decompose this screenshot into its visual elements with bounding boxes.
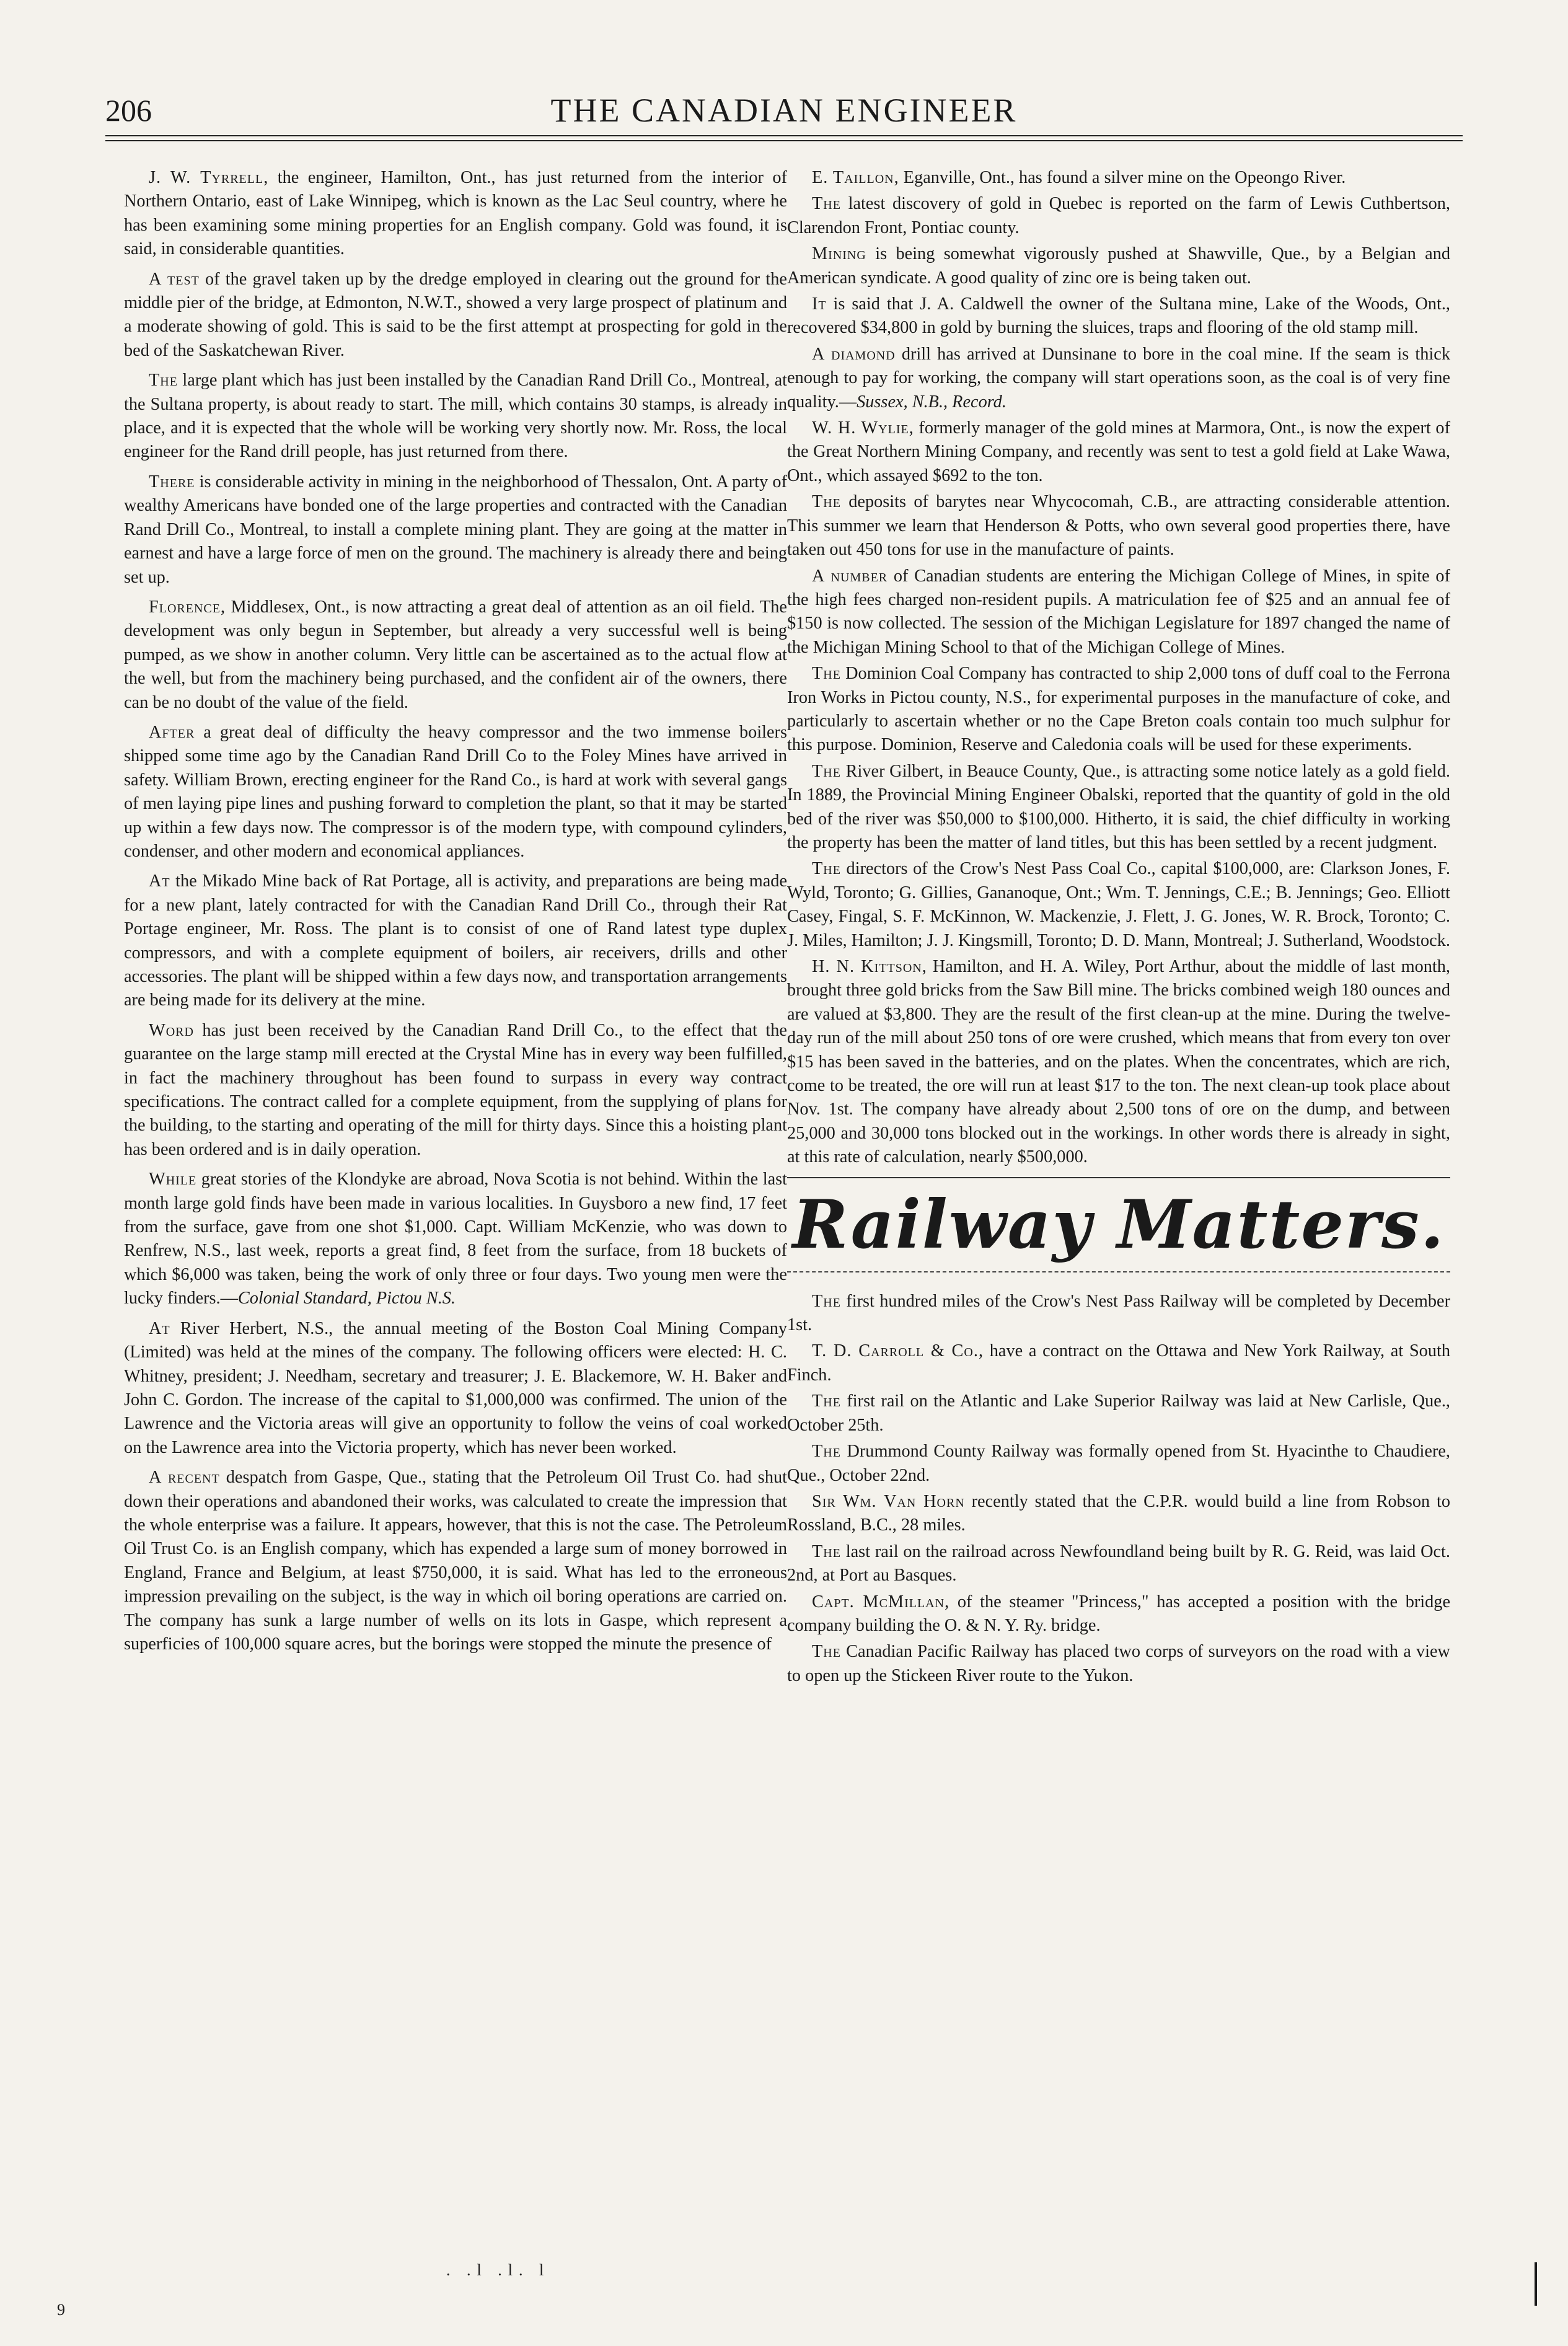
article-gaspe-petroleum: A recent despatch from Gaspe, Que., stating that the Petroleum Oil Trust Co. had shut down their operations and abandoned their works, was calculated to create the impression that the whole enterprise was a failure. It appears, however, that this is not the case. The Petroleum Oil Trust Co. is an English company, which has expended a large sum of money borrowed in England, France and Belgium, at least $750,000, it is said. What has led to the erroneous impression prevailing on the subject, is the way in which oil boring operations are carried on. The company has sunk a large number of wells on its lots in Gaspe, which represent a superficies of 100,000 square acres, but the borings were stopped the minute the presence of [124, 1468, 787, 1654]
article-caldwell: It is said that J. A. Caldwell the owner of the Sultana mine, Lake of the Woods, Ont., recovered $34,800 in gold by burning the sluices, traps and flooring of the old stamp mill. [787, 294, 1450, 338]
article-dominion-coal: The Dominion Coal Company has contracted to ship 2,000 tons of duff coal to the Ferrona Iron Works in Pictou county, N.S., for experimental purposes in the manufacture of coke, and particularly to ascertain whether or no the Cape Breton coals contain too much sulphur for this purpose. Dominion, Reserve and Caledonia coals will be used for these experiments. [787, 664, 1450, 755]
article-mikado-mine: At the Mikado Mine back of Rat Portage, all is activity, and preparations are being made for a new plant, lately contracted for with the Canadian Rand Drill Co., through their Rat Portage engineer, Mr. Ross. The plant is to consist of one of Rand latest type duplex compressors, and with a complete equipment of boilers, air receivers, drills and other accessories. The plant will be shipped within a few days now, and transportation arrangements are being made for its delivery at the mine. [124, 871, 787, 1010]
article-michigan-college: A number of Canadian students are entering the Michigan College of Mines, in spite of the high fees charged non-resident pupils. A matriculation fee of $25 and an annual fee of $150 is now collected. The session of the Michigan Legislature for 1897 changed the name of the Michigan Mining School to that of the Michigan College of Mines. [787, 566, 1450, 657]
corner-mark: 9 [57, 2301, 65, 2319]
header-double-rule [105, 135, 1463, 141]
article-boston-coal: At River Herbert, N.S., the annual meeting of the Boston Coal Mining Company (Limited) was held at the mines of the company. The following officers were elected: H. C. Whitney, president; J. Needham, secretary and treasurer; J. E. Blackemore, W. H. Baker and John C. Gordon. The increase of the capital to $1,000,000 was confirmed. The union of the Lawrence and the Victoria areas will give an opportunity to follow the veins of coal worked on the Lawrence area into the Victoria property, which has never been worked. [124, 1318, 787, 1457]
railway-item: The first rail on the Atlantic and Lake Superior Railway was laid at New Carlisle, Que., October 25th. [787, 1391, 1450, 1435]
article-crows-nest-directors: The directors of the Crow's Nest Pass Coal Co., capital $100,000, are: Clarkson Jones, F. Wyld, Toronto; G. Gillies, Gananoque, Ont.; Wm. T. Jennings, C.E.; B. Jennings; Geo. Elliott Casey, Fingal, S. F. McKinnon, W. Mackenzie, J. Flett, J. G. Jones, W. R. Brock, Toronto; C. J. Miles, Hamilton; J. J. Kingsmill, Toronto; D. D. Mann, Montreal; J. Sutherland, Woodstock. [787, 859, 1450, 950]
article-source: Sussex, N.B., Record. [857, 392, 1006, 412]
page-header [105, 92, 1463, 129]
binding-edge-mark [1535, 2262, 1537, 2306]
article-nova-scotia-gold: While great stories of the Klondyke are abroad, Nova Scotia is not behind. Within the last month large gold finds have been made in various localities. In Guysboro a new find, 17 feet from the surface, gave from one shot $1,000. Capt. William McKenzie, who was down to Renfrew, N.S., last week, reports a great find, 8 feet from the surface, from 18 buckets of which $6,000 was taken, being the work of only three or four days. Two young men were the lucky finders.—Colonial Standard, Pictou N.S. [124, 1170, 787, 1308]
article-thessalon: There is considerable activity in mining in the neighborhood of Thessalon, Ont. A party of wealthy Americans have bonded one of the large properties and contracted with the Canadian Rand Drill Co., Montreal, to install a complete mining plant. They are going at the matter in earnest and have a large force of men on the ground. The machinery is already there and being set up. [124, 472, 787, 587]
article-edmonton-platinum: A test of the gravel taken up by the dredge employed in clearing out the ground for the middle pier of the bridge, at Edmonton, N.W.T., showed a very large prospect of platinum and a moderate showing of gold. This is said to be the first attempt at prospecting for gold in the bed of the Saskatchewan River. [124, 269, 787, 360]
article-dunsinane: A diamond drill has arrived at Dunsinane to bore in the coal mine. If the seam is thick enough to pay for working, the company will start operations soon, as the coal is of very fine quality.—Sussex, N.B., Record. [787, 344, 1451, 412]
page-number: 206 [105, 93, 152, 128]
article-river-gilbert: The River Gilbert, in Beauce County, Que., is attracting some notice lately as a gold field. In 1889, the Provincial Mining Engineer Obalski, reported that the quantity of gold in the old bed of the river was $50,000 to $100,000. Hitherto, it is said, the chief difficulty in working the property has been the matter of land titles, but this has been settled by a recent judgment. [787, 761, 1450, 852]
article-shawville: Mining is being somewhat vigorously pushed at Shawville, Que., by a Belgian and American syndicate. A good quality of zinc ore is being taken out. [787, 244, 1450, 288]
railway-item: The last rail on the railroad across Newfoundland being built by R. G. Reid, was laid Oct. 2nd, at Port au Basques. [787, 1541, 1450, 1585]
right-column [787, 166, 1450, 1690]
railway-item: The Drummond County Railway was formally opened from St. Hyacinthe to Chaudiere, Que., October 22nd. [787, 1442, 1450, 1485]
article-saw-bill-mine: H. N. Kittson, Hamilton, and H. A. Wiley, Port Arthur, about the middle of last month, brought three gold bricks from the Saw Bill mine. The bricks combined weigh 180 ounces and are valued at $3,800. They are the result of the first clean-up at the mine. During the twelve-day run of the mill about 250 tons of ore were crushed, which means that from every ton over $15 has been saved in the batteries, and on the plates. When the concentrates, which are rich, come to be treated, the ore will run at least $17 to the ton. The next clean-up took place about Nov. 1st. The company have already about 2,500 tons of ore on the dump, and between 25,000 and 30,000 tons blocked out in the workings. In other words there is already in sight, at this rate of calculation, nearly $500,000. [787, 957, 1451, 1167]
section-title-railway-matters: Railway Matters. [792, 1185, 1445, 1264]
article-foley-mines: After a great deal of difficulty the heavy compressor and the two immense boilers shipped some time ago by the Canadian Rand Drill Co to the Foley Mines have arrived in safety. William Brown, erecting engineer for the Rand Co., is hard at work with several gangs of men laying pipe lines and pushing forward to completion the plant, so that it may be started up within a few days now. The compressor is of the modern type, with compound cylinders, condenser, and other modern and economical appliances. [124, 722, 787, 861]
railway-item: T. D. Carroll & Co., have a contract on the Ottawa and New York Railway, at South Finch. [787, 1341, 1450, 1385]
article-tyrrell: J. W. Tyrrell, the engineer, Hamilton, Ont., has just returned from the interior of Northern Ontario, east of Lake Winnipeg, which is known as the Lac Seul country, where he has been examining some mining properties for an English company. Gold was found, it is said, in considerable quantities. [124, 168, 787, 259]
section-divider-dashed [787, 1271, 1450, 1272]
running-title: THE CANADIAN ENGINEER [550, 92, 1018, 129]
railway-item: The Canadian Pacific Railway has placed two corps of surveyors on the road with a view to open up the Stickeen River route to the Yukon. [787, 1642, 1450, 1685]
article-source: Colonial Standard, Pictou N.S. [237, 1289, 456, 1308]
footer-marks: . .l .l. l [446, 2261, 550, 2279]
article-wylie: W. H. Wylie, formerly manager of the gold mines at Marmora, Ont., is now the expert of the Great Northern Mining Company, and recently was sent to test a gold field at Lake Wawa, Ont., which assayed $692 to the ton. [787, 418, 1450, 485]
article-sultana-plant: The large plant which has just been installed by the Canadian Rand Drill Co., Montreal, at the Sultana property, is about ready to start. The mill, which contains 30 stamps, is already in place, and it is expected that the whole will be working very shortly now. Mr. Ross, the local engineer for the Rand drill people, has just returned from there. [124, 371, 787, 462]
article-crystal-mine: Word has just been received by the Canadian Rand Drill Co., to the effect that the guarantee on the large stamp mill erected at the Crystal Mine has in every way been fulfilled, in fact the machinery throughout has been found to surpass in every way contract specifications. The contract called for a complete equipment, from the supplying of plans for the building, to the starting and operating of the mill for thirty days. Since this a hoisting plant has been ordered and is in daily operation. [124, 1020, 787, 1159]
railway-item: The first hundred miles of the Crow's Nest Pass Railway will be completed by December 1st. [787, 1291, 1450, 1335]
article-florence-oil: Florence, Middlesex, Ont., is now attracting a great deal of attention as an oil field. The development was only begun in September, but already a very successful well is being pumped, as we show in another column. Very little can be ascertained as to the actual flow at the well, but from the machinery being purchased, and the confident air of the owners, there can be no doubt of the value of the field. [124, 597, 787, 712]
railway-item: Capt. McMillan, of the steamer "Princess," has accepted a position with the bridge company building the O. & N. Y. Ry. bridge. [787, 1592, 1451, 1635]
article-barytes: The deposits of barytes near Whycocomah, C.B., are attracting considerable attention. This summer we learn that Henderson & Potts, who own several good properties there, have taken out 450 tons for use in the manufacture of paints. [787, 492, 1450, 560]
article-quebec-gold: The latest discovery of gold in Quebec is reported on the farm of Lewis Cuthbertson, Clarendon Front, Pontiac county. [787, 194, 1450, 237]
article-taillon: E. Taillon, Eganville, Ont., has found a silver mine on the Opeongo River. [812, 168, 1346, 187]
left-column [124, 166, 787, 1662]
railway-item: Sir Wm. Van Horn recently stated that the C.P.R. would build a line from Robson to Rossland, B.C., 28 miles. [787, 1491, 1450, 1535]
